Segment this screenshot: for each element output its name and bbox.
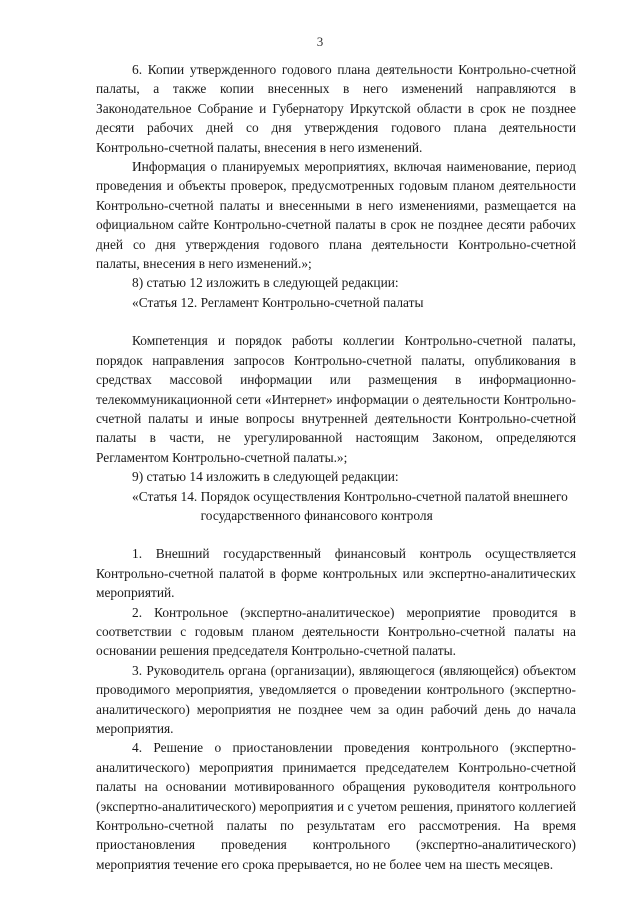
paragraph-planned-events-info: Информация о планируемых мероприятиях, включая наименование, период проведения и объекты проверок, предусмотренных годовым планом деятельности Контрольно-счетной палаты и внесенными в него изменениями, размещается на официальном сайте Контрольно-счетной палаты в срок не позднее десяти рабочих дней со дня утверждения годового плана деятельности Контрольно-счетной палаты, внесения в него изменений.»; [96,159,576,272]
document-body [96,60,576,874]
paragraph-item-1: 1. Внешний государственный финансовый контроль осуществляется Контрольно-счетной палатой в форме контрольных или экспертно-аналитических мероприятий. [96,546,576,601]
paragraph-article-14-amendment: 9) статью 14 изложить в следующей редакции: [132,469,399,485]
article-12-heading: «Статья 12. Регламент Контрольно-счетной палаты [132,294,424,310]
page-number: 3 [316,34,324,49]
paragraph-plan-copies: 6. Копии утвержденного годового плана деятельности Контрольно-счетной палаты, а также копии внесенных в него изменений направляются в Законодательное Собрание и Губернатору Иркутской области в срок не позднее десяти рабочих дней со дня утверждения годового плана деятельности Контрольно-счетной палаты, внесения в него изменений. [96,62,576,155]
article-14-heading [132,487,576,526]
paragraph-article-12-amendment: 8) статью 12 изложить в следующей редакции: [132,275,399,291]
paragraph-item-2: 2. Контрольное (экспертно-аналитическое) мероприятие проводится в соответствии с годовым планом деятельности Контрольно-счетной палаты на основании решения председателя Контрольно-счетной палаты. [96,604,576,659]
article-14-heading-title: Порядок осуществления Контрольно-счетной палатой внешнего государственного финансового контроля [200,488,568,523]
article-14-heading-number: «Статья 14. [132,488,201,504]
paragraph-item-4: 4. Решение о приостановлении проведения контрольного (экспертно-аналитического) мероприятия принимается председателем Контрольно-счетной палаты на основании мотивированного обращения руководителя контрольного (экспертно-аналитического) мероприятия и с учетом решения, принятого коллегией Контрольно-счетной палаты по результатам его рассмотрения. На время приостановления проведения контрольного (экспертно-аналитического) мероприятия течение его срока прерывается, но не более чем на шесть месяцев. [96,740,576,872]
paragraph-item-3: 3. Руководитель органа (организации), являющегося (являющейся) объектом проводимого мероприятия, уведомляется о проведении контрольного (экспертно-аналитического) мероприятия не позднее чем за один рабочий день до начала мероприятия. [96,662,576,736]
paragraph-regulations: Компетенция и порядок работы коллегии Контрольно-счетной палаты, порядок направления запросов Контрольно-счетной палаты, опубликования в средствах массовой информации или размещения в информационно-телекоммуникационной сети «Интернет» информации о деятельности Контрольно-счетной палаты и иные вопросы внутренней деятельности Контрольно-счетной палаты в части, не урегулированной настоящим Законом, определяются Регламентом Контрольно-счетной палаты.»; [96,333,576,465]
